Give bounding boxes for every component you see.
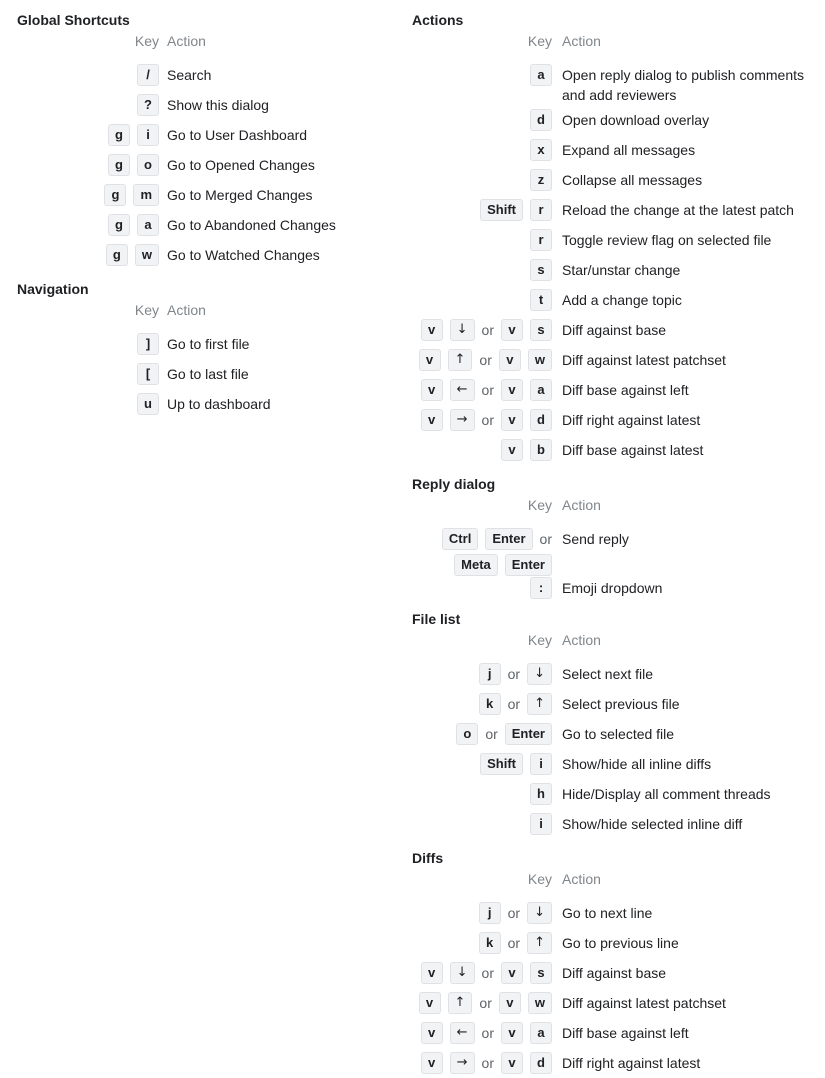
key-chip: i [530,813,552,835]
key-chip: Enter [505,554,552,576]
key-chip: j [479,663,501,685]
key-combo [412,554,552,576]
key-chip: ↑ [527,693,552,715]
key-combo [412,349,552,371]
action-label: Go to Merged Changes [167,187,313,203]
table-header-row [412,869,825,889]
key-chip: ↓ [450,319,475,341]
key-chip: ↑ [527,932,552,954]
key-chip: s [530,962,552,984]
shortcut-row [412,60,825,105]
key-combo [412,577,552,599]
key-combo [17,124,159,146]
shortcut-row [412,345,825,375]
shortcut-row [412,165,825,195]
key-chip: m [133,184,159,206]
key-combo [412,139,552,161]
key-combo [17,244,159,266]
action-label: Star/unstar change [562,262,681,278]
section-title: Actions [412,12,464,28]
key-combo [412,439,552,461]
shortcuts-right-column [412,11,825,1078]
key-chip: v [501,1052,523,1074]
key-chip: i [137,124,159,146]
table-header-row [17,31,412,51]
action-label: Diff against base [562,322,667,338]
key-chip: i [530,753,552,775]
key-chip: v [419,992,441,1014]
section-title: Diffs [412,850,444,866]
shortcut-row [412,554,825,577]
action-label: Show/hide selected inline diff [562,816,743,832]
key-chip: j [479,902,501,924]
key-combo [412,169,552,191]
key-combo [412,259,552,281]
key-chip: v [501,319,523,341]
section-title: File list [412,611,461,627]
shortcut-row [412,315,825,345]
key-chip: g [108,124,130,146]
key-chip: / [137,64,159,86]
or-label: or [507,935,521,951]
shortcut-row [412,405,825,435]
or-label: or [485,726,498,742]
key-chip: ? [137,94,159,116]
key-combo [17,363,159,385]
key-chip: Enter [505,723,552,745]
section-diffs [412,849,825,1078]
key-combo [412,109,552,131]
key-chip: ↑ [448,349,473,371]
action-column-header: Action [562,632,601,648]
key-combo [412,409,552,431]
key-chip: ↓ [450,962,475,984]
key-chip: Enter [485,528,532,550]
action-label: Diff right against latest [562,1055,701,1071]
shortcut-row [412,719,825,749]
section-title: Reply dialog [412,476,496,492]
key-column-header: Key [527,871,552,887]
key-chip: d [530,1052,552,1074]
action-label: Diff base against left [562,1025,689,1041]
action-label: Select next file [562,666,654,682]
action-label: Toggle review flag on selected file [562,232,772,248]
or-label: or [481,412,494,428]
key-combo [412,663,552,685]
or-label: or [507,666,521,682]
key-chip: r [530,229,552,251]
shortcut-row [17,150,412,180]
action-label: Go to User Dashboard [167,127,308,143]
key-chip: v [421,1052,443,1074]
action-label: Emoji dropdown [562,580,663,596]
key-chip: Meta [454,554,498,576]
shortcut-row [412,195,825,225]
key-chip: r [530,199,552,221]
shortcut-row [412,898,825,928]
key-chip: v [419,349,441,371]
action-label: Hide/Display all comment threads [562,786,771,802]
shortcut-row [412,225,825,255]
key-chip: v [421,319,443,341]
action-label: Go to previous line [562,935,679,951]
key-chip: s [530,259,552,281]
key-chip: b [530,439,552,461]
shortcut-row [412,435,825,465]
action-label: Expand all messages [562,142,696,158]
action-label: Go to next line [562,905,653,921]
key-chip: [ [137,363,159,385]
key-combo [412,319,552,341]
key-combo [412,379,552,401]
or-label: or [539,531,552,547]
key-chip: v [499,349,521,371]
action-label: Go to Opened Changes [167,157,315,173]
shortcut-row [17,389,412,419]
key-combo [412,693,552,715]
action-label: Go to selected file [562,726,675,742]
section-file-list [412,610,825,839]
key-chip: ← [450,1022,475,1044]
shortcut-row [412,659,825,689]
key-chip: Ctrl [442,528,478,550]
shortcut-row [412,255,825,285]
key-chip: g [104,184,126,206]
key-combo [17,154,159,176]
shortcut-row [17,180,412,210]
action-label [562,554,825,555]
table-header-row [17,300,412,320]
section-navigation [17,280,412,419]
action-label: Up to dashboard [167,396,271,412]
shortcut-row [17,240,412,270]
key-chip: z [530,169,552,191]
shortcut-row [412,135,825,165]
key-column-header: Key [527,33,552,49]
key-chip: t [530,289,552,311]
key-combo [17,184,159,206]
key-column-header: Key [527,632,552,648]
key-combo [412,1052,552,1074]
key-column-header: Key [134,33,159,49]
key-chip: v [501,379,523,401]
or-label: or [479,995,492,1011]
key-combo [412,962,552,984]
shortcut-row [17,120,412,150]
action-label: Go to Watched Changes [167,247,320,263]
or-label: or [481,382,494,398]
key-combo [412,723,552,745]
key-combo [412,902,552,924]
table-header-row [412,495,825,515]
key-combo [17,94,159,116]
key-chip: Shift [480,753,523,775]
key-chip: v [501,409,523,431]
key-chip: o [137,154,159,176]
shortcut-row [412,928,825,958]
key-chip: v [421,1022,443,1044]
key-combo [412,783,552,805]
action-label: Open reply dialog to publish comments and add reviewers [562,67,805,103]
key-chip: v [499,992,521,1014]
key-chip: s [530,319,552,341]
shortcut-row [412,988,825,1018]
shortcut-row [412,577,825,600]
key-chip: g [108,214,130,236]
shortcut-row [412,749,825,779]
key-chip: Shift [480,199,523,221]
key-combo [17,64,159,86]
key-chip: g [106,244,128,266]
action-label: Diff base against latest [562,442,704,458]
action-label: Show/hide all inline diffs [562,756,712,772]
shortcut-row [412,285,825,315]
key-chip: a [530,64,552,86]
action-label: Show this dialog [167,97,269,113]
key-combo [412,289,552,311]
key-chip: v [421,962,443,984]
shortcut-row [17,60,412,90]
action-column-header: Action [562,871,601,887]
shortcut-row [412,689,825,719]
action-label: Diff right against latest [562,412,701,428]
key-chip: v [501,962,523,984]
key-combo [412,199,552,221]
key-chip: d [530,109,552,131]
key-chip: ↑ [448,992,473,1014]
action-label: Search [167,67,212,83]
shortcut-row [17,90,412,120]
action-label: Diff against latest patchset [562,995,726,1011]
table-header-row [412,630,825,650]
key-combo [412,229,552,251]
or-label: or [507,905,521,921]
key-chip: → [450,409,475,431]
shortcut-row [17,210,412,240]
action-column-header: Action [562,497,601,513]
section-title: Global Shortcuts [17,12,130,28]
key-combo [17,333,159,355]
table-header-row [412,31,825,51]
key-chip: ↓ [527,902,552,924]
key-chip: a [530,1022,552,1044]
or-label: or [507,696,521,712]
key-chip: : [530,577,552,599]
action-label: Select previous file [562,696,680,712]
key-chip: w [135,244,159,266]
key-chip: w [528,349,552,371]
or-label: or [481,1055,494,1071]
action-label: Collapse all messages [562,172,703,188]
key-combo [412,1022,552,1044]
section-global-shortcuts [17,11,412,270]
key-chip: d [530,409,552,431]
key-combo [412,753,552,775]
key-chip: g [108,154,130,176]
key-chip: ↓ [527,663,552,685]
section-reply-dialog [412,475,825,600]
key-combo [412,992,552,1014]
shortcut-row [412,809,825,839]
shortcut-row [17,359,412,389]
shortcut-row [412,524,825,554]
shortcut-row [412,375,825,405]
key-column-header: Key [134,302,159,318]
action-column-header: Action [167,302,206,318]
key-chip: a [530,379,552,401]
key-chip: k [479,932,501,954]
section-title: Navigation [17,281,89,297]
action-label: Reload the change at the latest patch [562,202,794,218]
action-label: Go to last file [167,366,249,382]
section-actions [412,11,825,465]
key-combo [17,393,159,415]
shortcut-row [412,958,825,988]
action-label: Go to Abandoned Changes [167,217,336,233]
shortcut-row [412,1018,825,1048]
key-combo [412,932,552,954]
key-chip: v [421,379,443,401]
shortcuts-left-column [17,11,412,419]
action-label: Open download overlay [562,112,710,128]
or-label: or [479,352,492,368]
key-chip: w [528,992,552,1014]
key-chip: → [450,1052,475,1074]
action-label: Go to first file [167,336,250,352]
key-chip: u [137,393,159,415]
key-chip: v [501,439,523,461]
key-chip: h [530,783,552,805]
key-chip: ← [450,379,475,401]
shortcut-row [17,329,412,359]
action-label: Send reply [562,531,629,547]
or-label: or [481,965,494,981]
action-column-header: Action [562,33,601,49]
shortcut-row [412,1048,825,1078]
key-chip: v [501,1022,523,1044]
key-chip: a [137,214,159,236]
action-column-header: Action [167,33,206,49]
or-label: or [481,322,494,338]
key-combo [412,813,552,835]
or-label: or [481,1025,494,1041]
key-chip: v [421,409,443,431]
key-combo [412,64,552,86]
key-chip: o [456,723,478,745]
action-label: Add a change topic [562,292,682,308]
key-chip: k [479,693,501,715]
key-chip: x [530,139,552,161]
key-column-header: Key [527,497,552,513]
action-label: Diff against latest patchset [562,352,726,368]
action-label: Diff base against left [562,382,689,398]
shortcut-row [412,105,825,135]
key-chip: ] [137,333,159,355]
shortcut-row [412,779,825,809]
action-label: Diff against base [562,965,667,981]
key-combo [17,214,159,236]
key-combo [412,528,552,550]
